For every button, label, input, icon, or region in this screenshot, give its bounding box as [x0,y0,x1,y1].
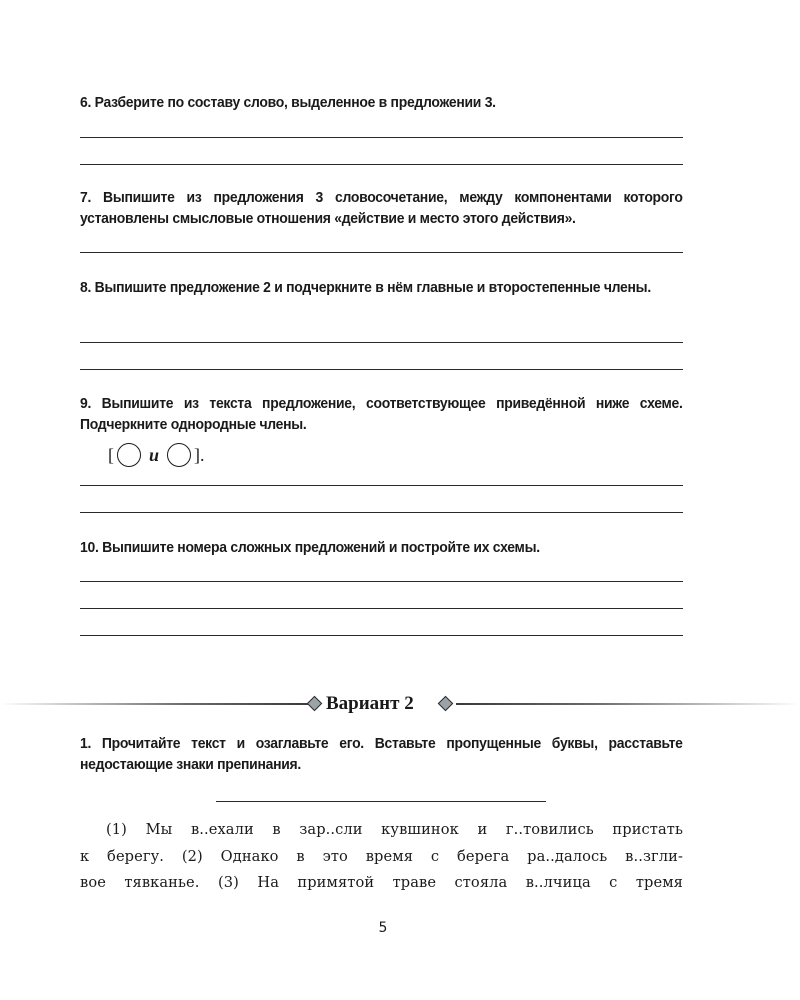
homogeneous-member-circle-icon [167,443,191,467]
answer-line[interactable] [80,635,683,636]
answer-line[interactable] [80,485,683,486]
diamond-ornament-icon [438,696,454,712]
answer-line[interactable] [80,369,683,370]
task-1: 1. Прочитайте текст и озаглавьте его. Вставьте пропущенные буквы, расставьте недостающие знаки препинания. [80,735,683,773]
task-6: 6. Разберите по составу слово, выделенное в предложении 3. [80,94,496,111]
reading-line: (1) Мы в..ехали в зар..сли кувшинок и г..товились пристать [106,821,683,838]
answer-line[interactable] [80,252,683,253]
scheme-conjunction: и [149,444,160,465]
task-10: 10. Выпишите номера сложных предложений и постройте их схемы. [80,539,540,556]
answer-line[interactable] [80,164,683,165]
scheme-close-bracket: ]. [194,444,205,465]
variant-title: Вариант 2 [326,693,414,714]
answer-line[interactable] [80,342,683,343]
task-7: 7. Выпишите из предложения 3 словосочетание, между компонентами которого установлены смысловые отношения «действие и место этого действия». [80,189,683,227]
answer-line[interactable] [80,137,683,138]
task-9: 9. Выпишите из текста предложение, соответствующее приведённой ниже схеме. Подчеркните однородные члены. [80,395,683,433]
answer-line[interactable] [80,581,683,582]
answer-line[interactable] [80,608,683,609]
divider-left [0,703,310,705]
reading-line: к берегу. (2) Однако в это время с берега ра..далось в..згли- [80,847,683,865]
scheme-open-bracket: [ [108,444,114,465]
answer-line[interactable] [80,512,683,513]
task-8: 8. Выпишите предложение 2 и подчеркните в нём главные и второстепенные члены. [80,279,651,296]
page-number: 5 [378,920,388,936]
sentence-scheme [108,443,205,467]
reading-text [80,817,683,897]
homogeneous-member-circle-icon [117,443,141,467]
diamond-ornament-icon [307,696,323,712]
title-answer-line[interactable] [216,801,546,802]
divider-right [456,703,800,705]
reading-line: вое тявканье. (3) На примятой траве стояла в..лчица с тремя [80,874,683,891]
